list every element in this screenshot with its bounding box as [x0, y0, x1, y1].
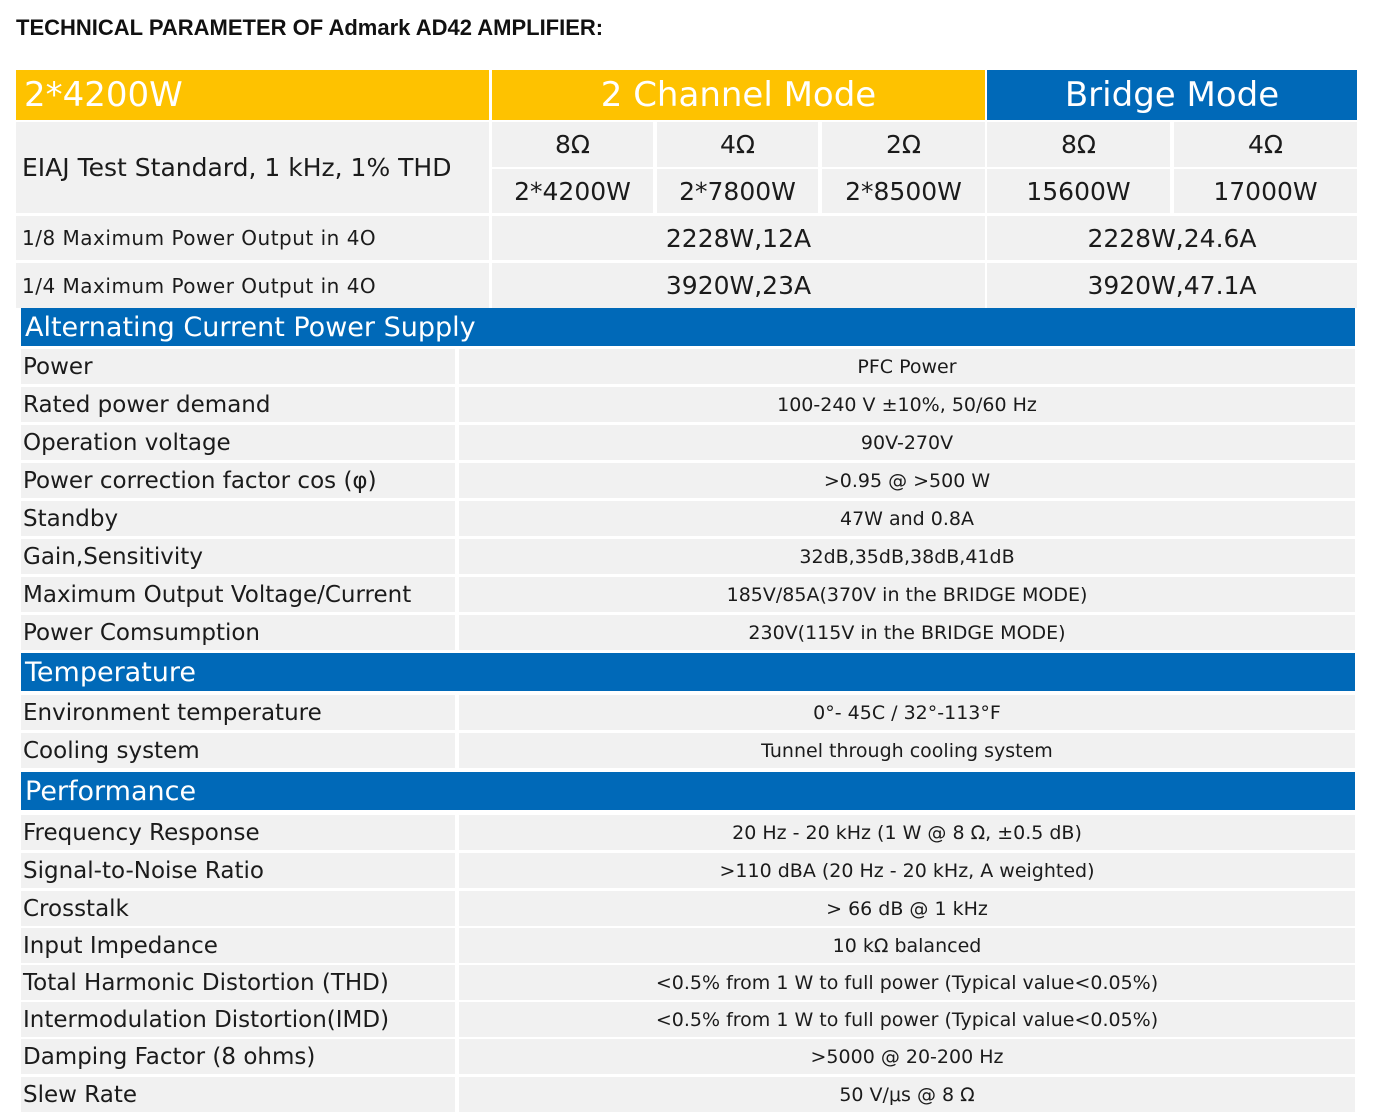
- row-value: 185V/85A(370V in the BRIDGE MODE): [459, 577, 1355, 612]
- row-label: Operation voltage: [21, 425, 455, 460]
- power-cell: 2*7800W: [657, 169, 818, 213]
- table-row: [21, 891, 1355, 926]
- row-value: Tunnel through cooling system: [459, 733, 1355, 768]
- impedance-cell: 4Ω: [657, 122, 818, 167]
- row-value: PFC Power: [459, 349, 1355, 384]
- table-row: [21, 1077, 1355, 1112]
- power-output-table: [16, 70, 1357, 308]
- row-label: Total Harmonic Distortion (THD): [21, 965, 455, 1000]
- bridge-mode-header: Bridge Mode: [987, 70, 1357, 120]
- row-label: Gain,Sensitivity: [21, 539, 455, 574]
- quarter-power-label: 1/4 Maximum Power Output in 4O: [16, 263, 489, 308]
- row-value: 47W and 0.8A: [459, 501, 1355, 536]
- spec-sections: [16, 308, 1357, 1112]
- row-label: Maximum Output Voltage/Current: [21, 577, 455, 612]
- quarter-power-channel-value: 3920W,23A: [492, 263, 985, 308]
- quarter-power-bridge-value: 3920W,47.1A: [987, 263, 1357, 308]
- row-label: Environment temperature: [21, 695, 455, 730]
- table-row: [21, 695, 1355, 730]
- impedance-cell: 8Ω: [492, 122, 653, 167]
- row-value: 50 V/μs @ 8 Ω: [459, 1077, 1355, 1112]
- table-row: [21, 501, 1355, 536]
- table-row: [21, 425, 1355, 460]
- table-row: [21, 387, 1355, 422]
- row-label: Damping Factor (8 ohms): [21, 1039, 455, 1074]
- row-label: Power correction factor cos (φ): [21, 463, 455, 498]
- table-row: [21, 853, 1355, 888]
- row-label: Crosstalk: [21, 891, 455, 926]
- eiaj-test-standard-label: EIAJ Test Standard, 1 kHz, 1% THD: [16, 122, 489, 213]
- section-header-performance: Performance: [21, 772, 1355, 810]
- row-label: Slew Rate: [21, 1077, 455, 1112]
- impedance-cell: 4Ω: [1174, 122, 1357, 167]
- row-label: Cooling system: [21, 733, 455, 768]
- row-label: Frequency Response: [21, 815, 455, 850]
- row-value: 32dB,35dB,38dB,41dB: [459, 539, 1355, 574]
- row-value: >0.95 @ >500 W: [459, 463, 1355, 498]
- section-header-ac-power: Alternating Current Power Supply: [21, 308, 1355, 346]
- table-row: [21, 615, 1355, 650]
- impedance-cell: 8Ω: [987, 122, 1170, 167]
- row-label: Power: [21, 349, 455, 384]
- model-power-header: 2*4200W: [16, 70, 489, 120]
- channel-mode-header: 2 Channel Mode: [492, 70, 985, 120]
- power-cell: 2*4200W: [492, 169, 653, 213]
- row-value: <0.5% from 1 W to full power (Typical value<0.05%): [459, 965, 1355, 1000]
- table-row: [21, 1039, 1355, 1074]
- table-row: [21, 928, 1355, 963]
- table-row: [21, 539, 1355, 574]
- power-cell: 17000W: [1174, 169, 1357, 213]
- table-row: [21, 349, 1355, 384]
- row-value: 0°- 45C / 32°-113°F: [459, 695, 1355, 730]
- impedance-cell: 2Ω: [822, 122, 985, 167]
- eighth-power-channel-value: 2228W,12A: [492, 216, 985, 260]
- eighth-power-label: 1/8 Maximum Power Output in 4O: [16, 216, 489, 260]
- row-label: Standby: [21, 501, 455, 536]
- row-value: 230V(115V in the BRIDGE MODE): [459, 615, 1355, 650]
- power-cell: 2*8500W: [822, 169, 985, 213]
- row-value: 20 Hz - 20 kHz (1 W @ 8 Ω, ±0.5 dB): [459, 815, 1355, 850]
- row-label: Power Comsumption: [21, 615, 455, 650]
- eighth-power-bridge-value: 2228W,24.6A: [987, 216, 1357, 260]
- power-cell: 15600W: [987, 169, 1170, 213]
- row-value: >5000 @ 20-200 Hz: [459, 1039, 1355, 1074]
- table-row: [21, 815, 1355, 850]
- table-row: [21, 965, 1355, 1000]
- row-value: >110 dBA (20 Hz - 20 kHz, A weighted): [459, 853, 1355, 888]
- table-row: [21, 1002, 1355, 1037]
- table-row: [21, 463, 1355, 498]
- table-row: [21, 577, 1355, 612]
- table-row: [21, 733, 1355, 768]
- row-value: <0.5% from 1 W to full power (Typical value<0.05%): [459, 1002, 1355, 1037]
- row-label: Signal-to-Noise Ratio: [21, 853, 455, 888]
- row-label: Rated power demand: [21, 387, 455, 422]
- section-header-temperature: Temperature: [21, 653, 1355, 691]
- row-value: > 66 dB @ 1 kHz: [459, 891, 1355, 926]
- row-label: Input Impedance: [21, 928, 455, 963]
- row-label: Intermodulation Distortion(IMD): [21, 1002, 455, 1037]
- row-value: 100-240 V ±10%, 50/60 Hz: [459, 387, 1355, 422]
- row-value: 90V-270V: [459, 425, 1355, 460]
- row-value: 10 kΩ balanced: [459, 928, 1355, 963]
- page-title: TECHNICAL PARAMETER OF Admark AD42 AMPLIFIER:: [16, 15, 604, 40]
